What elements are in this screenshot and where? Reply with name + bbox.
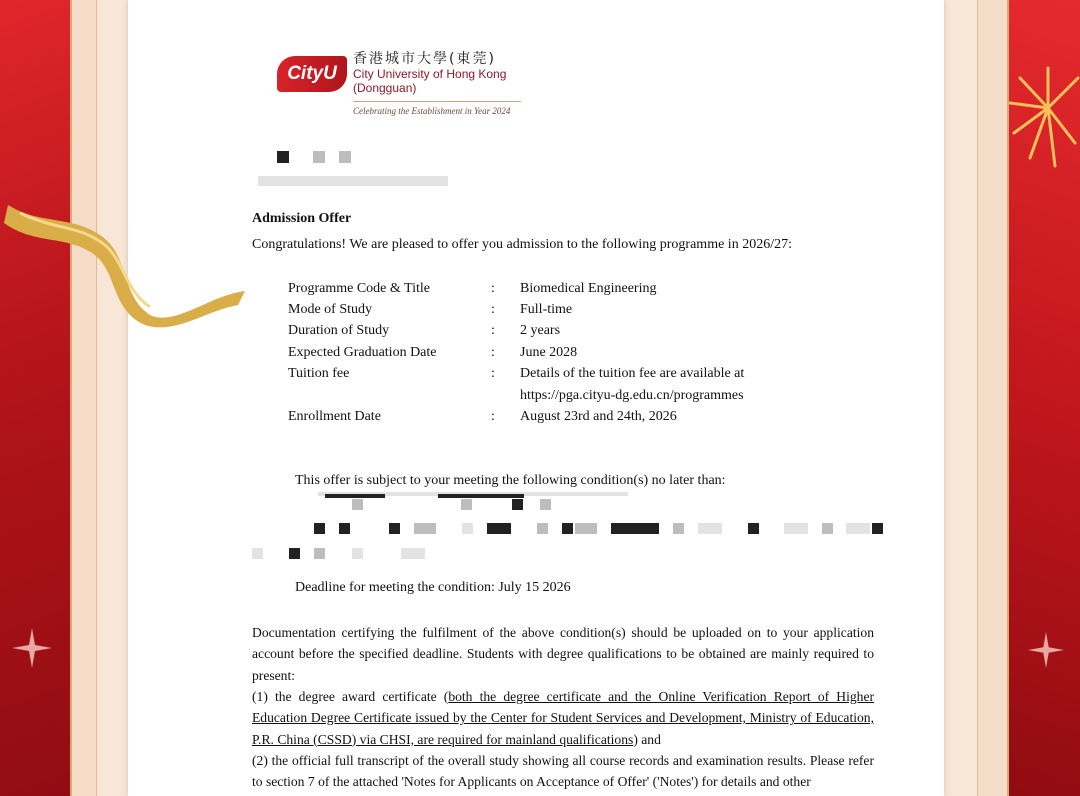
detail-label: Tuition fee	[288, 366, 350, 381]
detail-separator: :	[491, 281, 495, 296]
logo-divider	[353, 101, 521, 102]
detail-value: Full-time	[520, 302, 573, 317]
detail-label: Enrollment Date	[288, 409, 381, 424]
gold-ribbon-icon	[0, 195, 250, 335]
requirement-item-2: (2) the official full transcript of the overall study showing all course records and examination results. Please refer to section 7 of the attached 'Notes for Applicants on Acceptance of Offer' ('Notes') for details and other	[252, 753, 874, 790]
letter-heading: Admission Offer	[252, 211, 352, 226]
detail-value: June 2028	[520, 345, 578, 360]
firework-icon	[1000, 48, 1080, 198]
sparkle-icon	[12, 628, 52, 668]
documentation-paragraph: Documentation certifying the fulfilment of the above condition(s) should be uploaded on to your application account before the specified deadline. Students with degree qualifications to be obtained are mainly required to present:	[252, 625, 874, 683]
requirement-item-1	[252, 686, 874, 750]
university-name-chinese: 香港城市大學(東莞)	[353, 51, 496, 67]
logo-tagline: Celebrating the Establishment in Year 2024	[353, 106, 511, 116]
detail-separator: :	[491, 345, 495, 360]
letter-intro: Congratulations! We are pleased to offer you admission to the following programme in 2026/27:	[252, 237, 792, 252]
detail-label: Duration of Study	[288, 323, 390, 338]
item1-prefix: (1) the degree award certificate (	[252, 689, 449, 704]
detail-separator: :	[491, 409, 495, 424]
detail-row-tuition-url	[288, 388, 848, 408]
tuition-url: https://pga.cityu-dg.edu.cn/programmes	[520, 388, 744, 403]
condition-intro: This offer is subject to your meeting the following condition(s) no later than:	[295, 473, 726, 488]
condition-deadline: Deadline for meeting the condition: July 15 2026	[295, 580, 571, 595]
detail-label: Mode of Study	[288, 302, 372, 317]
detail-separator: :	[491, 302, 495, 317]
detail-value: Details of the tuition fee are available at	[520, 366, 745, 381]
item1-underlined: both the degree certificate and the Online Verification Report of Higher Education Degree Certificate issued by the Center for Student Services and Development, Ministry of Education, P.R. China (CSSD) via CHSI, are required for mainland qualifications	[252, 689, 874, 747]
detail-row-graduation	[288, 345, 848, 365]
item1-suffix: ) and	[633, 731, 661, 747]
cityu-logo	[277, 48, 537, 122]
detail-separator: :	[491, 323, 495, 338]
detail-row-mode	[288, 302, 848, 322]
detail-value: August 23rd and 24th, 2026	[520, 409, 677, 424]
detail-label: Programme Code & Title	[288, 281, 430, 296]
detail-label: Expected Graduation Date	[288, 345, 437, 360]
detail-value: Biomedical Engineering	[520, 281, 657, 296]
sparkle-icon	[1028, 632, 1064, 668]
detail-row-duration	[288, 323, 848, 343]
detail-row-enrollment	[288, 409, 848, 429]
detail-row-tuition	[288, 366, 848, 386]
university-campus: (Dongguan)	[353, 81, 417, 95]
university-name-english: City University of Hong Kong	[353, 67, 507, 81]
detail-separator: :	[491, 366, 495, 381]
detail-row-programme	[288, 281, 848, 301]
logo-badge: CityU	[277, 56, 347, 92]
detail-value: 2 years	[520, 323, 561, 338]
